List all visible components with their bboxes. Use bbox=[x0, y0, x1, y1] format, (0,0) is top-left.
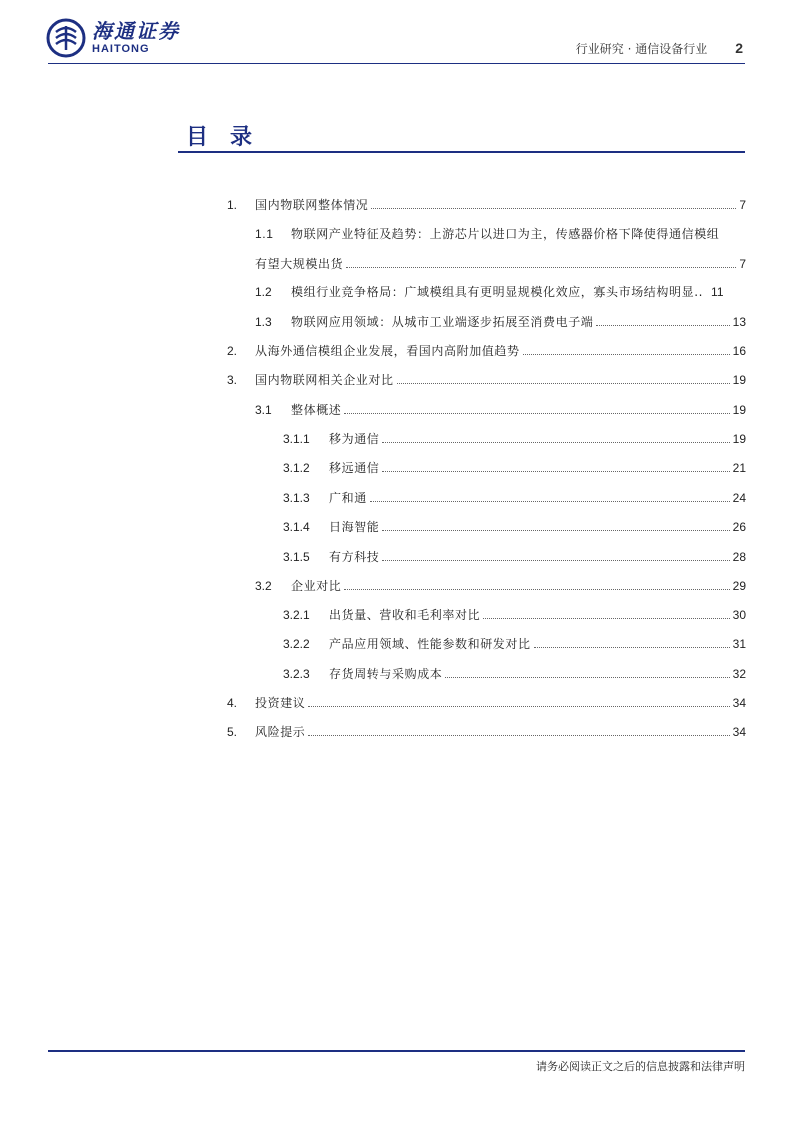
toc-entry[interactable]: 3.2.1 出货量、营收和毛利率对比 30 bbox=[283, 608, 746, 622]
toc-entry[interactable]: 3.1.3 广和通 24 bbox=[283, 491, 746, 505]
toc-entry[interactable]: 3.2.2 产品应用领域、性能参数和研发对比 31 bbox=[283, 637, 746, 651]
toc-entry[interactable]: 3.1.1 移为通信 19 bbox=[283, 432, 746, 446]
toc-entry[interactable]: 3.2 企业对比 29 bbox=[255, 579, 746, 593]
toc-entry[interactable]: 4. 投资建议 34 bbox=[227, 696, 746, 710]
toc-entry[interactable]: 有望大规模出货 7 bbox=[255, 257, 746, 271]
page-number: 2 bbox=[735, 40, 743, 56]
toc-entry[interactable]: 5. 风险提示 34 bbox=[227, 725, 746, 739]
toc-entry[interactable]: 1.3 物联网应用领域：从城市工业端逐步拓展至消费电子端 13 bbox=[255, 315, 746, 329]
toc-entry[interactable]: 3.1 整体概述 19 bbox=[255, 403, 746, 417]
report-category: 行业研究 · 通信设备行业 bbox=[575, 42, 708, 56]
toc-entry[interactable]: 1.2 模组行业竞争格局：广域模组具有更明显规模化效应，寡头市场结构明显.. 11 bbox=[255, 285, 724, 299]
logo-chinese-name: 海通证券 bbox=[92, 19, 180, 43]
toc-entry[interactable]: 3.1.4 日海智能 26 bbox=[283, 520, 746, 534]
toc-entry-wrapped-line[interactable]: 1.1 物联网产业特征及趋势：上游芯片以进口为主，传感器价格下降使得通信模组 bbox=[255, 227, 720, 241]
toc-entry[interactable]: 1. 国内物联网整体情况 7 bbox=[227, 198, 746, 212]
logo-english-name: HAITONG bbox=[92, 43, 150, 55]
toc-entry[interactable]: 3.2.3 存货周转与采购成本 32 bbox=[283, 667, 746, 681]
footer-divider bbox=[48, 1050, 745, 1052]
toc-entry[interactable]: 3. 国内物联网相关企业对比 19 bbox=[227, 373, 746, 387]
toc-entry[interactable]: 3.1.2 移远通信 21 bbox=[283, 461, 746, 475]
footer-disclaimer: 请务必阅读正文之后的信息披露和法律声明 bbox=[536, 1060, 745, 1073]
toc-entry[interactable]: 3.1.5 有方科技 28 bbox=[283, 550, 746, 564]
toc-title: 目录 bbox=[186, 124, 275, 150]
toc-entry[interactable]: 2. 从海外通信模组企业发展，看国内高附加值趋势 16 bbox=[227, 344, 746, 358]
